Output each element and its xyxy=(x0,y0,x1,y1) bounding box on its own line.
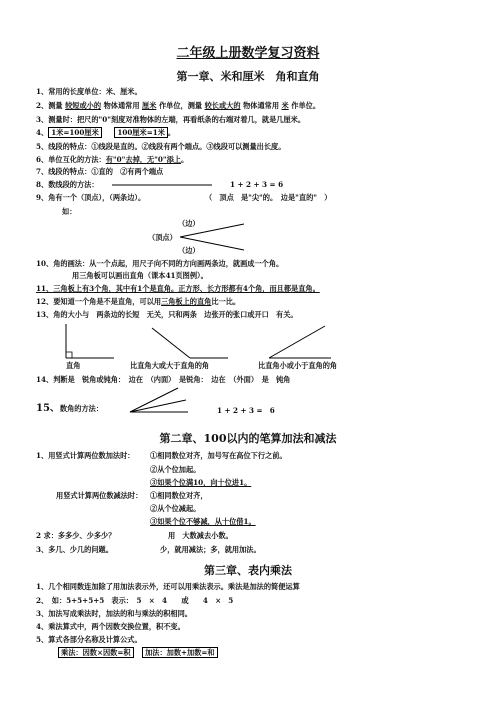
chapter-1-heading: 第一章、米和厘米 角和直角 xyxy=(176,70,320,83)
item-8: 8、数线段的方法： xyxy=(36,180,99,189)
answer-more-less: 用 大数减去小数。 xyxy=(168,531,233,540)
mult-item-4: 4、乘法算式中，两个因数交换位置，积不变。 xyxy=(36,622,185,631)
mult-item-5: 5、算式各部分名称及计算公式。 xyxy=(36,635,142,644)
mult-item-1: 1、几个相同数连加除了用加法表示外，还可以用乘法表示。乘法是加法的简便运算 xyxy=(36,582,300,591)
sub-rule-title: 用竖式计算两位数减法时： xyxy=(56,491,143,500)
angle-count-formula: 1 + 2 + 3 = 6 xyxy=(217,406,275,415)
item-5: 5、线段的特点：①线段是直的。②线段有两个端点。③线段可以测量出长度。 xyxy=(36,142,286,151)
page-title: 二年级上册数学复习资料 xyxy=(176,46,320,61)
angle-count-diagram xyxy=(128,386,190,416)
add-rule-title: 1、用竖式计算两位数加法时： xyxy=(36,451,135,460)
item-9-note: （ 顶点 是"尖"的。 边是"直的" ） xyxy=(205,193,332,202)
caption-right-angle: 直角 xyxy=(66,361,81,370)
sub-rule-3: ③如果个位不够减，从十位借1。 xyxy=(150,517,256,526)
question-more-less: 2 求：多多少、少多少？ xyxy=(36,531,116,540)
caption-acute-angle: 比直角小或小于直角的角 xyxy=(258,361,338,370)
add-rule-3: ③如果个位满10，向十位进1。 xyxy=(150,478,252,487)
item-10: 10、角的画法：从一个点起，用尺子向不同的方向画两条边，就画成一个角。 xyxy=(36,259,284,268)
chapter-3-heading: 第三章、表内乘法 xyxy=(204,564,292,577)
item-9-example: 如： xyxy=(62,207,77,216)
item-4: 4、 1米=100厘米 100厘米=1米 。 xyxy=(36,128,176,137)
question-how-many: 3、多几、少几的问题。 xyxy=(36,545,113,554)
sub-rule-2: ②从个位减起。 xyxy=(150,504,201,513)
angle-diagram xyxy=(178,222,248,252)
chapter-2-heading: 第二章、100以内的笔算加法和减法 xyxy=(159,432,337,445)
item-6: 6、单位互化的方法：有"0"去掉，无"0"添上。 xyxy=(36,155,189,164)
caption-obtuse-angle: 比直角大或大于直角的角 xyxy=(130,361,210,370)
addition-formula: 加法：加数+加数=和 xyxy=(142,647,218,658)
segment-count-formula: 1 + 2 + 3 = 6 xyxy=(230,180,284,189)
item-3: 3、测量时：把尺的"0"刻度对准物体的左端，再看纸条的右端对着几，就是几厘米。 xyxy=(36,115,306,124)
angle-edge-label-1: （边） xyxy=(178,219,200,228)
item-13: 13、角的大小与 两条边的长短 无关，只和两条 边张开的张口或开口 有关。 xyxy=(36,310,298,319)
item-7: 7、线段的特点：①直的 ②有两个端点 xyxy=(36,167,164,176)
mult-item-2: 2、 如：5+5+5+5 表示： 5 × 4 或 4 × 5 xyxy=(36,596,234,605)
mult-item-3: 3、加法写成乘法时，加法的和与乘法的积相同。 xyxy=(36,609,192,618)
item-11: 11、三角板上有3个角，其中有1个是直角。正方形、长方形都有4个角，而且都是直角。 xyxy=(36,284,320,293)
item-9: 9、角有一个（顶点），（两条边）。 xyxy=(36,193,146,202)
formula-boxes xyxy=(58,648,218,657)
sub-rule-1: ①相同数位对齐， xyxy=(150,491,208,500)
item-12: 12、要知道一个角是不是直角，可以用三角板上的直角比一比。 xyxy=(36,297,241,306)
item-14: 14、判断是 锐角或钝角： 边在 （内面） 是锐角： 边在 （外面） 是 钝角 xyxy=(36,375,291,384)
answer-how-many: 少，就用减法；多，就用加法。 xyxy=(160,545,261,554)
add-rule-1: ①相同数位对齐，加号写在高位下行之前。 xyxy=(150,451,287,460)
add-rule-2: ②从个位加起。 xyxy=(150,465,201,474)
segment-line xyxy=(112,183,212,187)
item-10-note: 用三角板可以画出直角（课本41页图例）。 xyxy=(72,271,208,280)
item-2: 2、测量 较短或小的 物体通常用 厘米 作单位，测量 较长或大的 物体通常用 米 作单位。 xyxy=(36,101,321,110)
item-15: 15、数角的方法： xyxy=(36,403,104,414)
acute-angle-diagram xyxy=(265,322,335,362)
right-angle-diagram xyxy=(58,322,118,362)
angle-edge-label-2: （边） xyxy=(178,246,200,255)
multiplication-formula: 乘法：因数×因数=积 xyxy=(58,647,134,658)
angle-vertex-label: （顶点） xyxy=(148,233,177,242)
obtuse-angle-diagram xyxy=(150,322,230,362)
item-1: 1、常用的长度单位：米、厘米。 xyxy=(36,87,142,96)
